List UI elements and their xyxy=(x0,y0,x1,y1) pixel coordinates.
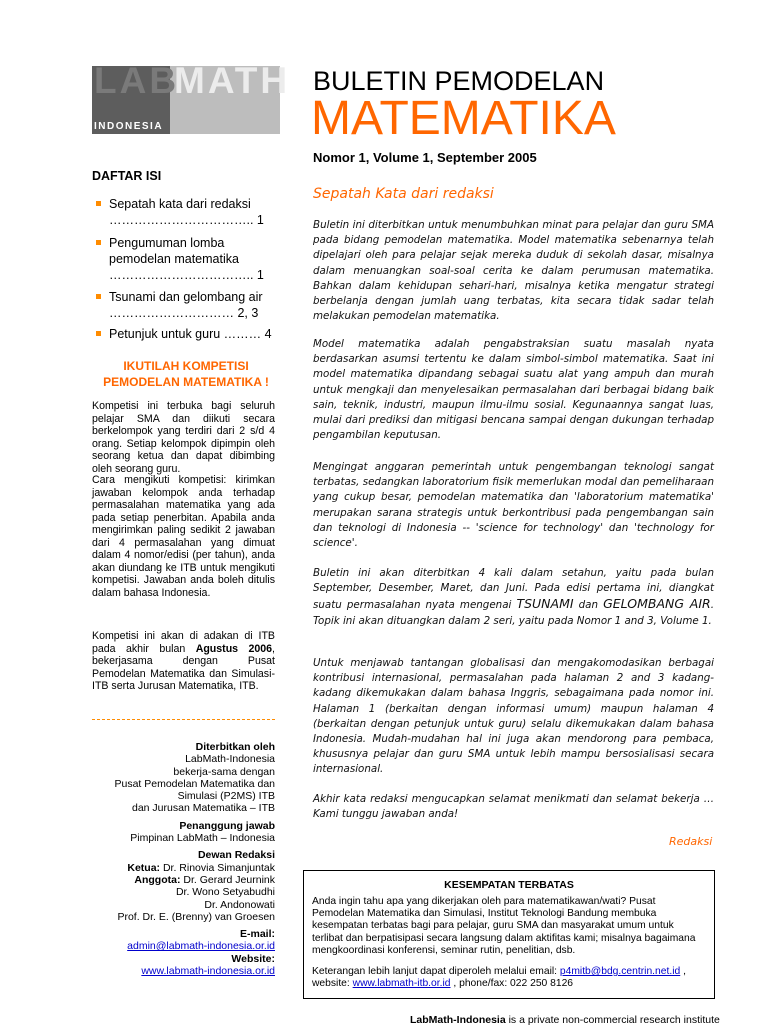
bulletin-title: BULETIN PEMODELAN xyxy=(313,66,605,96)
logo-indonesia-text: INDONESIA xyxy=(94,121,164,132)
toc-bullet-icon xyxy=(96,294,101,299)
toc-heading: DAFTAR ISI xyxy=(92,169,162,183)
sidebar-divider xyxy=(92,719,275,720)
editorial-paragraph: Model matematika adalah pengabstraksian suatu masalah nyata berdasarkan asumsi tertentu ke dalam simbol-simbol matematika. Saat ini model matematika dipandang sebagai suatu alat yang ampuh dan murah untuk mengkaji dan menyelesaikan permasalahan dari berbagai bidang baik sain, teknik, industri, maupun ilmu-ilmu sosial. Kegunaannya sangat luas, mulai dari prediksi dan mitigasi bencana sampai dengan dukungan terhadap pengambilan keputusan. xyxy=(313,338,714,442)
bulletin-subject: MATEMATIKA xyxy=(311,92,616,145)
competition-schedule: Kompetisi ini akan di adakan di ITB pada akhir bulan Agustus 2006, bekerjasama dengan Pusat Pemodelan Matematika dan Simulasi-ITB serta Jurusan Matematika, ITB. xyxy=(92,630,275,692)
box-website-link[interactable]: www.labmath-itb.or.id xyxy=(352,978,451,990)
box-contact: Keterangan lebih lanjut dapat diperoleh melalui email: p4mitb@bdg.centrin.net.id , website: www.labmath-itb.or.id , phone/fax: 022 250 8126 xyxy=(312,966,686,990)
logo-lab-text: LAB xyxy=(94,60,180,101)
competition-instructions: Cara mengikuti kompetisi: kirimkan jawaban kelompok anda terhadap permasalahan matematika yang ada pada setiap penerbitan. Apabila anda mengirimkan paling sedikit 2 jawaban dari 4 permasalahan yang dimuat dalam 4 nomor/edisi (per tahun), anda akan diundang ke ITB untuk mengikuti kompetisi. Jawaban anda boleh ditulis dalam bahasa Indonesia. xyxy=(92,474,275,599)
labmath-logo xyxy=(92,60,291,134)
box-title: KESEMPATAN TERBATAS xyxy=(444,879,574,891)
editorial-paragraph: Untuk menjawab tantangan globalisasi dan mengakomodasikan berbagai kontribusi internasional, permasalahan pada halaman 2 and 3 kadang-kadang dikemukakan dalam bahasa Inggris, sebagaimana pada nomor ini. Halaman 1 (berkaitan dengan informasi umum) maupun halaman 4 (berkaitan dengan petunjuk untuk guru) selalu dikemukakan dalam bahasa Indonesia. Mudah-mudahan hal ini juga akan mendorong para pembaca, khususnya pelajar dan guru SMA untuk lebih mampu bersosialisasi secara internasional. xyxy=(313,657,714,776)
toc-item: Tsunami dan gelombang air ………………………… 2, 3 xyxy=(109,290,263,320)
page-footer: LabMath-Indonesia is a private non-commercial research institute xyxy=(410,1014,720,1026)
editorial-paragraph: Akhir kata redaksi mengucapkan selamat menikmati dan selamat bekerja … Kami tunggu jawaban anda! xyxy=(313,793,714,821)
edition-line: Nomor 1, Volume 1, September 2005 xyxy=(313,150,537,165)
toc-bullet-icon xyxy=(96,201,101,206)
editorial-paragraph: Buletin ini akan diterbitkan 4 kali dalam setahun, yaitu pada bulan September, Desember, Maret, dan Juni. Pada edisi pertama ini, diangkat suatu permasalahan nyata mengenai TSUNAMI dan GELOMBANG AIR. Topik ini akan dituangkan dalam 2 seri, yaitu pada Nomor 1 and 3, Volume 1. xyxy=(313,567,715,627)
website-link[interactable]: www.labmath-indonesia.or.id xyxy=(141,965,275,978)
logo-math-text: MATH xyxy=(174,60,291,101)
box-description: Anda ingin tahu apa yang dikerjakan oleh para matematikawan/wati? Pusat Pemodelan Matematika dan Simulasi, Institut Teknologi Bandung membuka kesempatan terbatas bagi para pelajar, guru SMA dan masyarakat umum untuk terlibat dan berpatisipasi secara langsung dalam aktifitas kami; misalnya bagaimana mengkoordinasi konferensi, seminar rutin, penelitian, dsb. xyxy=(312,896,696,956)
toc-item: Pengumuman lomba pemodelan matematika …………………………….. 1 xyxy=(109,236,264,282)
credits-block: Diterbitkan oleh LabMath-Indonesia bekerja-sama dengan Pusat Pemodelan Matematika dan Simulasi (P2MS) ITB dan Jurusan Matematika – ITB Penanggung jawab Pimpinan LabMath – Indonesia Dewan Redaksi Ketua: Dr. Rinovia Simanjuntak Anggota: Dr. Gerard Jeurnink Dr. Wono Setyabudhi Dr. Andonowati Prof. Dr. E. (Brenny) van Groesen E-mail: admin@labmath-indonesia.or.id Website: www.labmath-indonesia.or.id xyxy=(114,741,275,978)
toc-bullet-icon xyxy=(96,331,101,336)
competition-promo: IKUTILAH KOMPETISI PEMODELAN MATEMATIKA ! xyxy=(103,359,269,389)
toc-bullet-icon xyxy=(96,240,101,245)
limited-opportunity-box xyxy=(303,870,715,999)
competition-description: Kompetisi ini terbuka bagi seluruh pelajar SMA dan diikuti secara berkelompok yang terdiri dari 2 s/d 4 orang. Setiap kelompok dipimpin oleh seorang ketua dan dapat dibimbing oleh seorang guru. xyxy=(92,400,275,475)
toc-item: Sepatah kata dari redaksi …………………………….. 1 xyxy=(109,197,264,227)
email-link[interactable]: admin@labmath-indonesia.or.id xyxy=(127,940,275,953)
editorial-title: Sepatah Kata dari redaksi xyxy=(313,186,494,202)
editorial-paragraph: Buletin ini diterbitkan untuk menumbuhkan minat para pelajar dan guru SMA pada bidang pemodelan matematika. Model matematika sebenarnya telah dipelajari oleh para pelajar sejak mereka duduk di sekolah dasar, misalnya dalam menuangkan soal-soal cerita ke dalam perumusan matematika. Bahkan dalam kehidupan sehari-hari, misalnya ketika mengatur strategi berbelanja dengan jumlah uang terbatas, kita secara tidak sadar telah melakukan pemodelan matematika. xyxy=(313,219,714,323)
box-email-link[interactable]: p4mitb@bdg.centrin.net.id xyxy=(559,966,681,977)
toc-item: Petunjuk untuk guru ……… 4 xyxy=(109,327,272,341)
editorial-signature: Redaksi xyxy=(669,835,713,848)
editorial-paragraph: Mengingat anggaran pemerintah untuk pengembangan teknologi sangat terbatas, sedangkan laboratorium fisik memerlukan modal dan pemeliharaan yang cukup besar, pemodelan matematika dan 'laboratorium matematika' merupakan sarana strategis untuk berkontribusi pada pengembangan sain dan teknologi di Indonesia -- 'science for technology' dan 'technology for science'. xyxy=(313,461,714,550)
